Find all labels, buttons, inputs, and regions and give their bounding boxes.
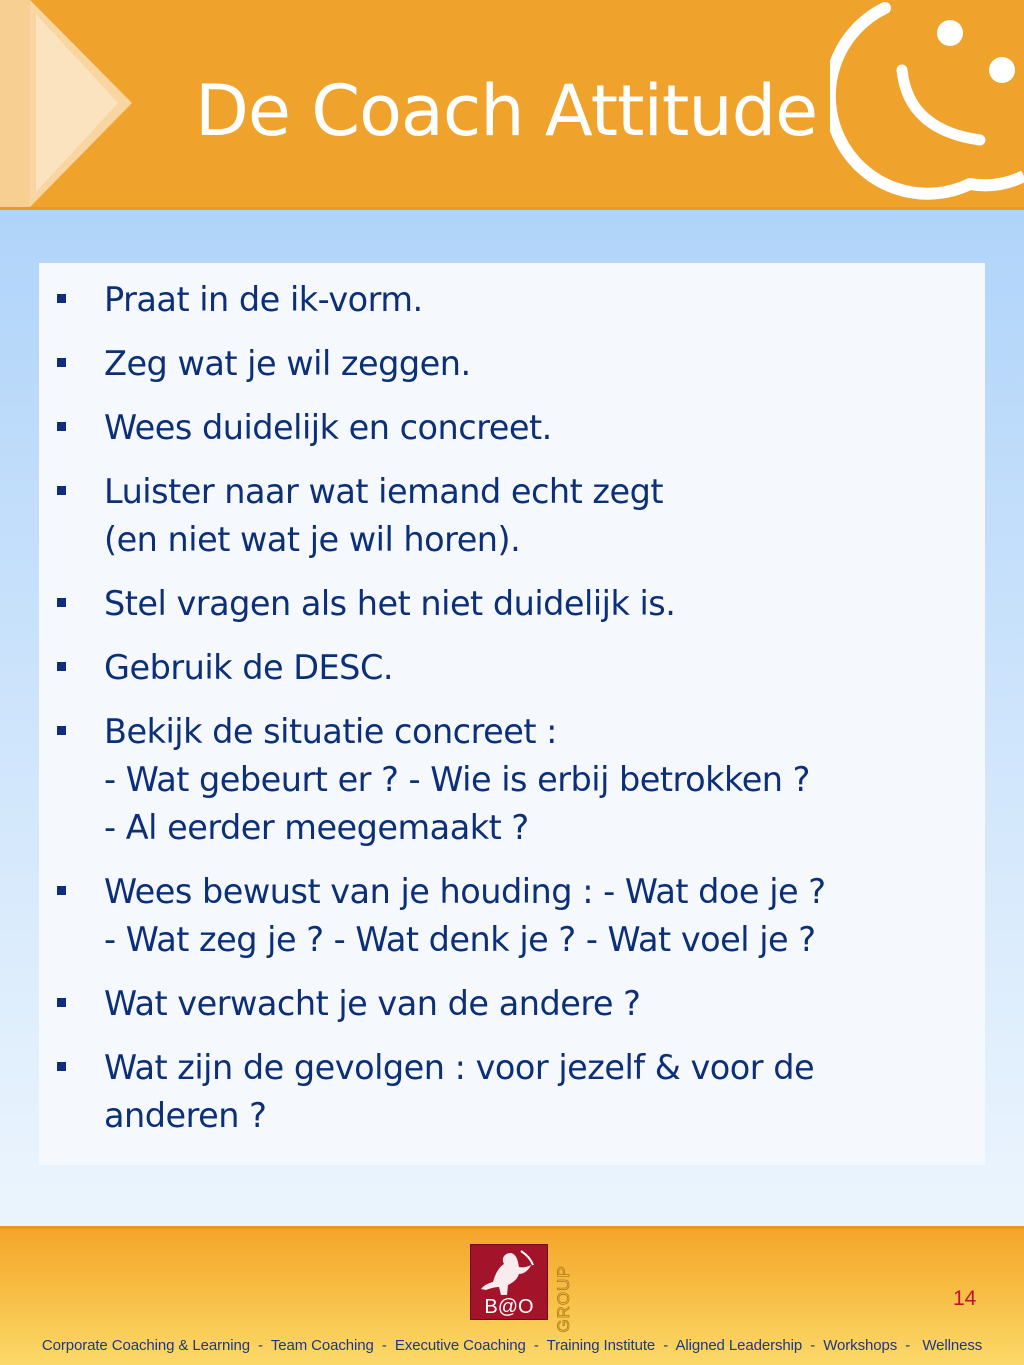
bullet-item: Stel vragen als het niet duidelijk is. bbox=[39, 580, 985, 628]
slide-header bbox=[0, 0, 1024, 210]
page-number: 14 bbox=[953, 1287, 977, 1310]
bullet-item: Zeg wat je wil zeggen. bbox=[39, 340, 985, 388]
slide-title: De Coach Attitude bbox=[195, 70, 818, 152]
footer-services-line: Corporate Coaching & Learning - Team Coaching - Executive Coaching - Training Institute - Aligned Leadership - Workshops - Wellness bbox=[41, 1337, 983, 1354]
bullet-item: Wees bewust van je houding : - Wat doe je ? - Wat zeg je ? - Wat denk je ? - Wat voel je ? bbox=[39, 868, 985, 964]
bullet-item: Wees duidelijk en concreet. bbox=[39, 404, 985, 452]
bullet-item: Wat verwacht je van de andere ? bbox=[39, 980, 985, 1028]
logo-text: B@O bbox=[484, 1296, 534, 1318]
bullet-item: Luister naar wat iemand echt zegt (en niet wat je wil horen). bbox=[39, 468, 985, 564]
logo-group-text: GROUP bbox=[554, 1265, 573, 1333]
figure-icon bbox=[471, 1247, 547, 1299]
bullet-item: Bekijk de situatie concreet : - Wat gebeurt er ? - Wie is erbij betrokken ? - Al eerder meegemaakt ? bbox=[39, 708, 985, 852]
bullet-list bbox=[39, 263, 985, 1140]
content-box bbox=[39, 263, 985, 1165]
smiley-icon bbox=[830, 0, 1024, 207]
play-arrows-decoration bbox=[0, 0, 160, 207]
bullet-item: Gebruik de DESC. bbox=[39, 644, 985, 692]
bullet-item: Wat zijn de gevolgen : voor jezelf & voor de anderen ? bbox=[39, 1044, 985, 1140]
bullet-item: Praat in de ik-vorm. bbox=[39, 276, 985, 324]
bao-group-logo bbox=[470, 1244, 548, 1320]
slide-footer bbox=[0, 1226, 1024, 1365]
